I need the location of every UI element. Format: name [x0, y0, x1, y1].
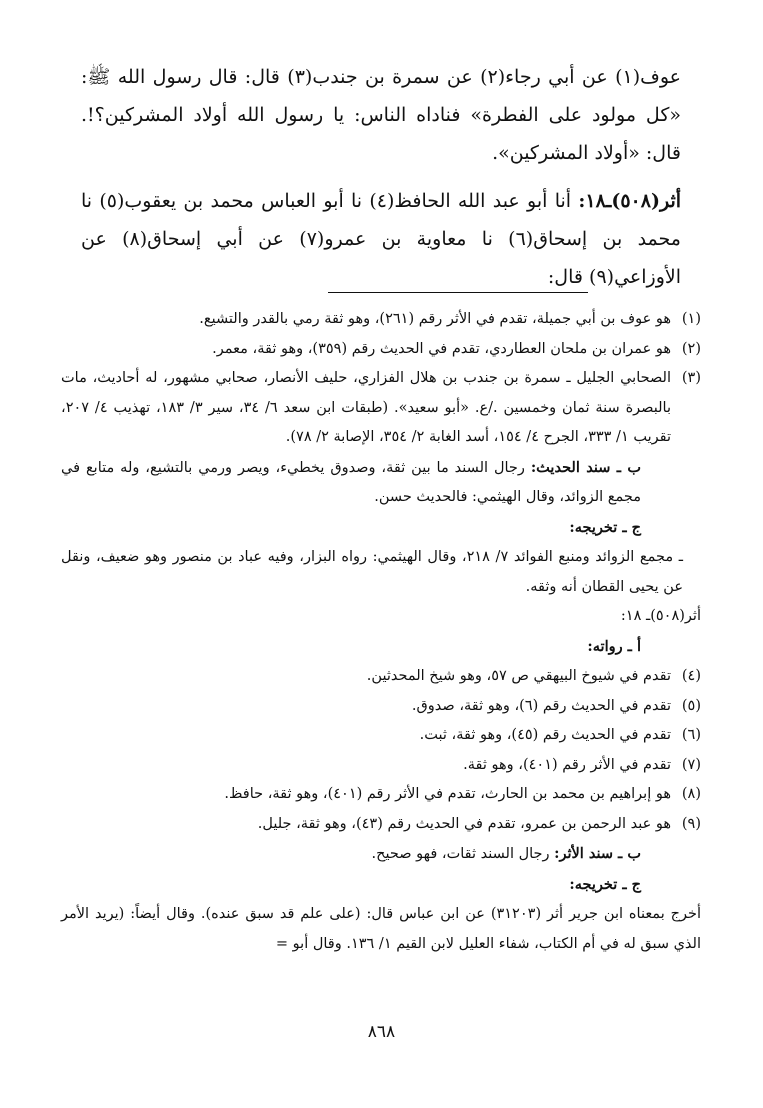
footnote-text: الصحابي الجليل ـ سمرة بن جندب بن هلال الفزاري، حليف الأنصار، صحابي مشهور، له أحاديث، مات بالبصرة سنة ثمان وخمسين ./ع. «أبو سعيد». (طبقات ابن سعد ٦/ ٣٤، سير ٣/ ١٨٣، تهذيب ٤/ ٢٠٧، تقريب ١/ ٣٣٣، الجرح ٤/ ١٥٤، أسد الغابة ٢/ ٣٥٤، الإصابة ٢/ ٧٨). — [61, 370, 671, 445]
footnote-2 — [61, 335, 701, 365]
footnote-text: تقدم في الحديث رقم (٦)، وهو ثقة، صدوق. — [411, 697, 671, 714]
athar-heading: أثر(٥٠٨)ـ١٨: — [578, 190, 682, 212]
footnote-1 — [61, 305, 701, 335]
footnote-number: (١) — [681, 311, 701, 327]
footnote-6 — [61, 721, 701, 751]
footnote-text: هو إبراهيم بن محمد بن الحارث، تقدم في الأثر رقم (٤٠١)، وهو ثقة، حافظ. — [224, 786, 671, 802]
section-text: رجال السند ثقات، فهو صحيح. — [371, 846, 550, 862]
footnote-text: تقدم في الحديث رقم (٤٥)، وهو ثقة، ثبت. — [419, 727, 671, 743]
takhrij2-heading — [61, 870, 701, 901]
hadith-chain-section — [61, 453, 701, 513]
footnotes — [61, 305, 701, 959]
section-heading: ج ـ تخريجه: — [569, 518, 641, 536]
takhrij-heading — [61, 513, 701, 544]
footnote-3 — [61, 364, 701, 453]
footnote-number: (٦) — [681, 727, 701, 743]
footnote-text: تقدم في شيوخ البيهقي ص ٥٧، وهو شيخ المحدثين. — [366, 668, 671, 684]
footnote-number: (٩) — [681, 815, 701, 832]
section-heading: ب ـ سند الحديث: — [530, 458, 642, 476]
section-heading: ب ـ سند الأثر: — [554, 845, 641, 862]
footnote-4 — [61, 662, 701, 692]
footnote-number: (٣) — [681, 370, 701, 386]
athar-paragraph — [81, 182, 681, 296]
section-text: رجال السند ما بين ثقة، وصدوق يخطيء، ويصر ورمي بالتشيع، وله متابع في مجمع الزوائد، وقال الهيثمي: فالحديث حسن. — [61, 459, 641, 505]
footnote-9 — [61, 810, 701, 840]
footnote-number: (٧) — [681, 756, 701, 773]
athar-chain: أنا أبو عبد الله الحافظ(٤) نا أبو العباس محمد بن يعقوب(٥) نا محمد بن إسحاق(٦) نا معاوية بن عمرو(٧) عن أبي إسحاق(٨) عن الأوزاعي(٩) قال: — [81, 190, 681, 288]
footnote-5 — [61, 692, 701, 722]
main-text — [81, 58, 681, 296]
athar-label: أثر(٥٠٨)ـ ١٨: — [620, 608, 701, 624]
footnote-7 — [61, 751, 701, 781]
footnote-number: (٨) — [681, 786, 701, 802]
footnote-number: (٢) — [681, 340, 701, 357]
footnote-8 — [61, 780, 701, 810]
page-number: ٨٦٨ — [367, 1022, 396, 1042]
athar-chain-section — [61, 839, 701, 870]
section-heading: ج ـ تخريجه: — [569, 875, 641, 893]
footnote-number: (٥) — [681, 697, 701, 714]
takhrij-text: ـ مجمع الزوائد ومنبع الفوائد ٧/ ٢١٨، وقال الهيثمي: رواه البزار، وفيه عباد بن منصور وهو ضعيف، ونقل عن يحيى القطان أنه وثقه. — [61, 549, 683, 595]
footnote-number: (٤) — [681, 668, 701, 684]
section-heading: أ ـ رواته: — [587, 637, 641, 655]
footnote-text: هو عوف بن أبي جميلة، تقدم في الأثر رقم (٢٦١)، وهو ثقة رمي بالقدر والتشيع. — [199, 311, 671, 327]
footnote-divider — [328, 292, 588, 293]
hadith-paragraph: عوف(١) عن أبي رجاء(٢) عن سمرة بن جندب(٣) قال: قال رسول الله ﷺ: «كل مولود على الفطرة» فناداه الناس: يا رسول الله أولاد المشركين؟!. قال: «أولاد المشركين». — [81, 66, 681, 164]
footnote-text: هو عمران بن ملحان العطاردي، تقدم في الحديث رقم (٣٥٩)، وهو ثقة، معمر. — [212, 340, 671, 357]
footnote-text: تقدم في الأثر رقم (٤٠١)، وهو ثقة. — [463, 756, 671, 773]
footnote-text: هو عبد الرحمن بن عمرو، تقدم في الحديث رقم (٤٣)، وهو ثقة، جليل. — [257, 815, 671, 832]
narrators-heading — [61, 632, 701, 663]
takhrij2-text: أخرج بمعناه ابن جرير أثر (٣١٢٠٣) عن ابن عباس قال: (على علم قد سبق عنده). وقال أيضاً: (يريد الأمر الذي سبق له في أم الكتاب، شفاء العليل لابن القيم ١/ ١٣٦. وقال أبو = — [61, 906, 701, 952]
